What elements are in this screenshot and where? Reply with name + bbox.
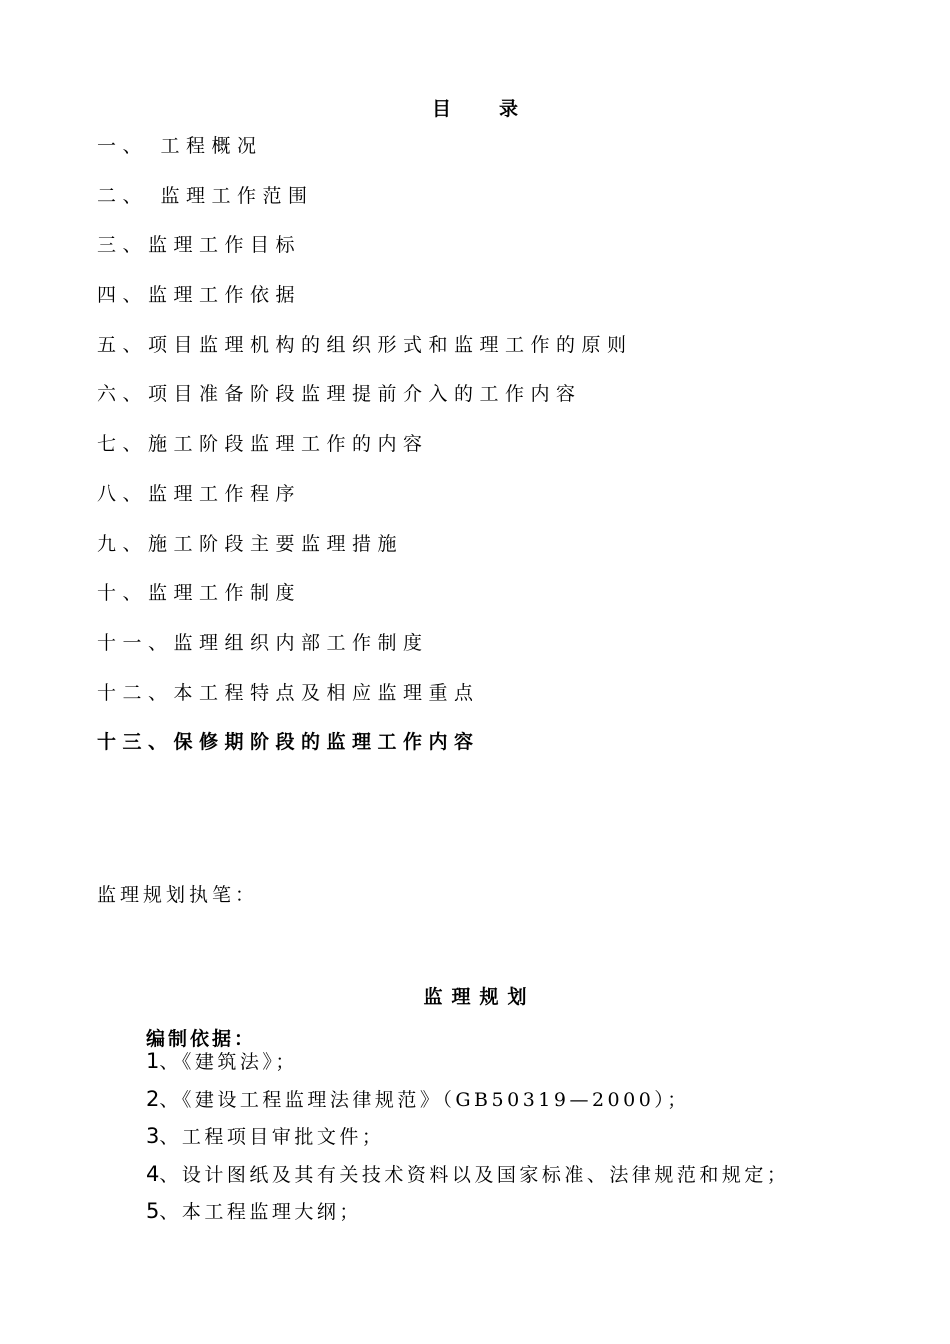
toc-item-number: 十、 bbox=[97, 582, 149, 605]
toc-item bbox=[97, 381, 633, 431]
toc-item-number: 十一、 bbox=[97, 631, 174, 654]
author-label: 监理规划执笔： bbox=[97, 884, 259, 906]
basis-item-text: 、《建设工程监理法律规范》（GB50319—2000）； bbox=[159, 1088, 690, 1111]
basis-item-text: 、《建筑法》； bbox=[159, 1051, 298, 1073]
toc-item-label: 施工阶段主要监理措施 bbox=[148, 532, 404, 555]
toc-item bbox=[97, 580, 633, 630]
toc-item-number: 四、 bbox=[97, 284, 149, 307]
toc-item-number: 一、 bbox=[97, 135, 161, 157]
toc-item-number: 五、 bbox=[97, 333, 149, 356]
toc-item-label: 本工程特点及相应监理重点 bbox=[173, 681, 480, 704]
toc-item-label: 监理工作目标 bbox=[148, 234, 302, 257]
basis-list bbox=[146, 1046, 789, 1234]
toc-item-number: 十二、 bbox=[97, 681, 174, 704]
toc-title: 目录 bbox=[431, 98, 566, 120]
toc-item-number: 七、 bbox=[97, 433, 149, 456]
toc-item-number: 六、 bbox=[97, 383, 149, 406]
toc-item-number: 三、 bbox=[97, 234, 149, 257]
toc-item bbox=[97, 232, 633, 282]
basis-item-number: 4 bbox=[146, 1161, 160, 1186]
toc-item bbox=[97, 481, 633, 531]
toc-item bbox=[97, 680, 633, 730]
toc-item-label: 项目准备阶段监理提前介入的工作内容 bbox=[148, 383, 582, 406]
toc-item-label: 工程概况 bbox=[160, 135, 263, 157]
basis-item bbox=[146, 1046, 789, 1084]
toc-item-label: 监理工作程序 bbox=[148, 482, 302, 505]
toc-item bbox=[97, 183, 633, 233]
toc-item-label: 监理工作依据 bbox=[148, 284, 302, 307]
toc-item bbox=[97, 729, 633, 779]
basis-item bbox=[146, 1121, 789, 1159]
basis-item-text: 、设计图纸及其有关技术资料以及国家标准、法律规范和规定； bbox=[159, 1163, 790, 1186]
basis-item bbox=[146, 1159, 789, 1197]
basis-item-number: 3 bbox=[146, 1124, 160, 1148]
basis-item-text: 、工程项目审批文件； bbox=[159, 1126, 385, 1148]
basis-item-text: 、本工程监理大纲； bbox=[159, 1201, 362, 1223]
basis-item bbox=[146, 1084, 789, 1122]
toc-item-number: 八、 bbox=[97, 482, 149, 505]
basis-item-number: 1 bbox=[146, 1049, 160, 1073]
basis-heading: 编制依据： bbox=[146, 1028, 257, 1050]
basis-item bbox=[146, 1196, 789, 1234]
toc-item-number: 二、 bbox=[97, 184, 161, 207]
toc-item-number: 九、 bbox=[97, 532, 149, 555]
toc-item-number: 十三、 bbox=[97, 731, 174, 754]
toc-item bbox=[97, 282, 633, 332]
toc-item-label: 监理组织内部工作制度 bbox=[173, 631, 429, 654]
toc-item bbox=[97, 133, 633, 183]
basis-item-number: 5 bbox=[146, 1199, 160, 1223]
toc-list bbox=[97, 133, 633, 779]
toc-item-label: 保修期阶段的监理工作内容 bbox=[173, 731, 480, 754]
toc-item bbox=[97, 431, 633, 481]
toc-item-label: 监理工作范围 bbox=[160, 184, 314, 207]
toc-item-label: 施工阶段监理工作的内容 bbox=[148, 433, 429, 456]
toc-item bbox=[97, 332, 633, 382]
toc-item-label: 监理工作制度 bbox=[148, 582, 302, 605]
plan-title: 监理规划 bbox=[423, 986, 536, 1008]
basis-item-number: 2 bbox=[146, 1086, 160, 1111]
toc-item-label: 项目监理机构的组织形式和监理工作的原则 bbox=[148, 333, 633, 356]
toc-item bbox=[97, 630, 633, 680]
toc-item bbox=[97, 531, 633, 581]
